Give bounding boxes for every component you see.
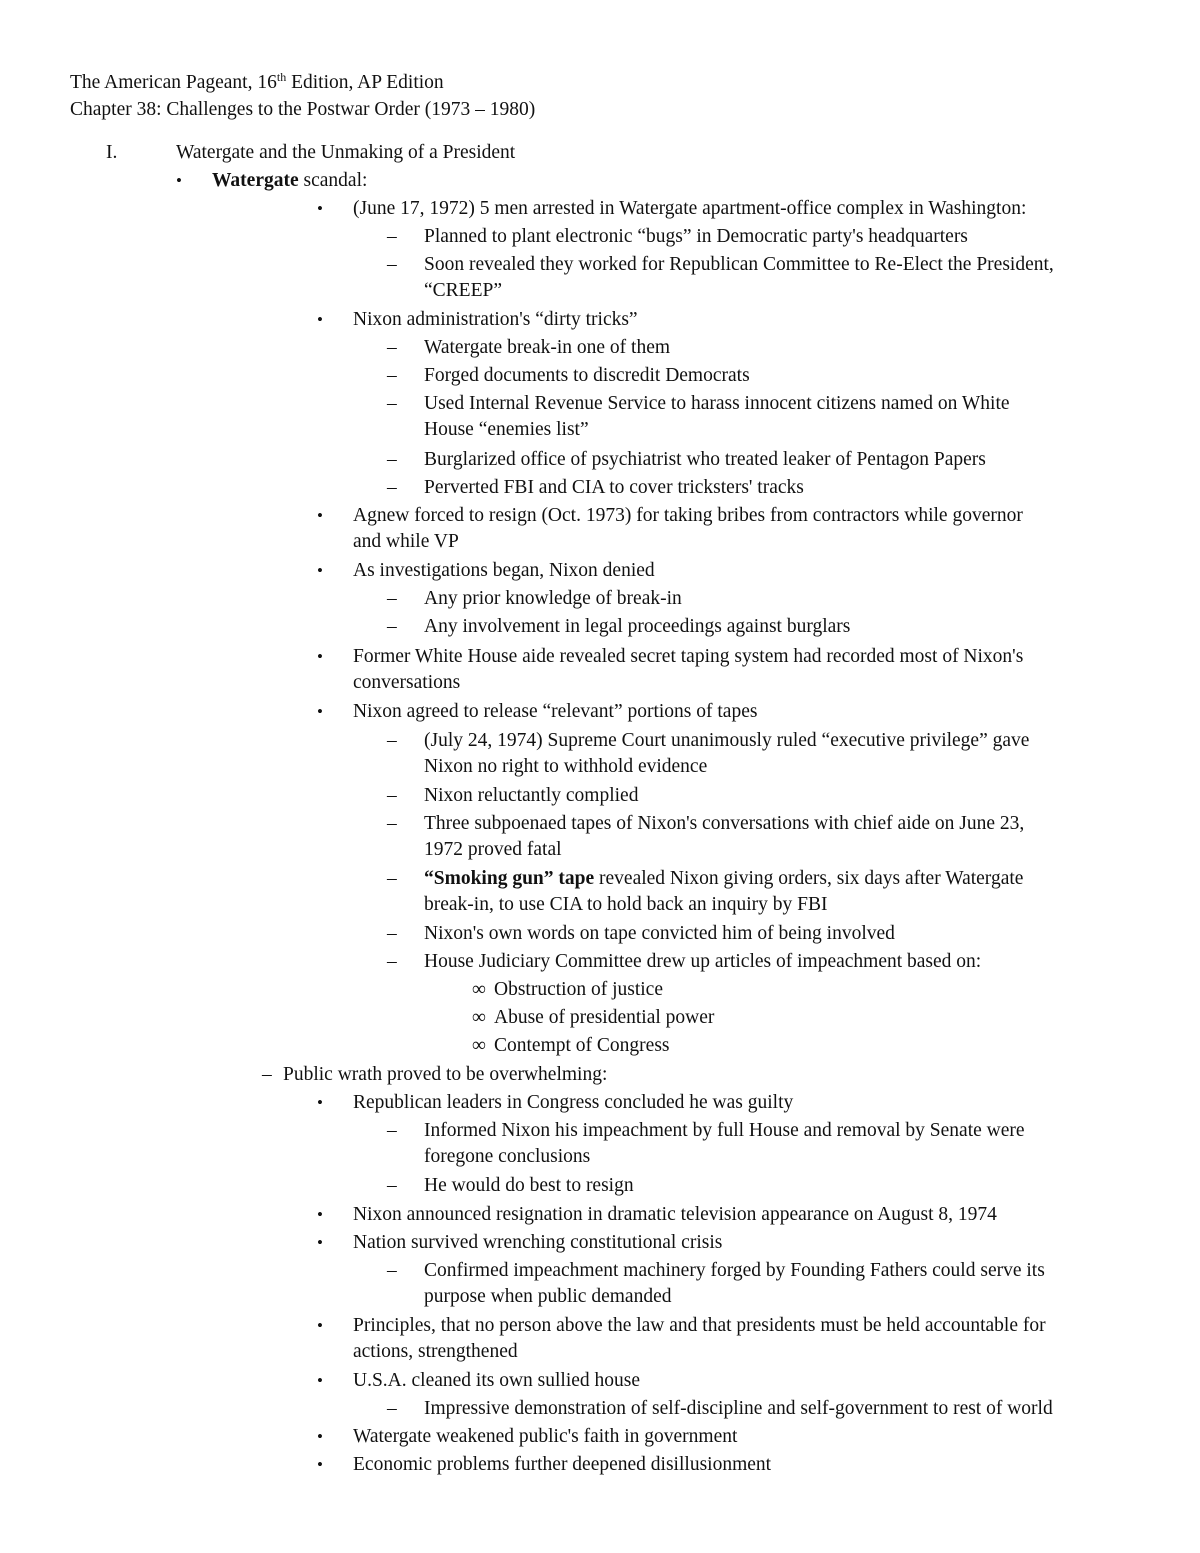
bullet-icon: • xyxy=(317,1455,323,1474)
list-item-continuation: purpose when public demanded xyxy=(424,1286,672,1307)
bullet-icon: • xyxy=(317,561,323,580)
bullet-icon: • xyxy=(317,702,323,721)
dash-marker: – xyxy=(387,616,397,637)
dash-marker: – xyxy=(387,1120,397,1141)
dash-marker: – xyxy=(387,1175,397,1196)
bullet-icon: • xyxy=(317,199,323,218)
bullet-icon: • xyxy=(317,1205,323,1224)
bullet-icon: • xyxy=(317,647,323,666)
dash-marker: – xyxy=(387,254,397,275)
book-title: The American Pageant, 16th Edition, AP Edition xyxy=(70,70,444,93)
dash-marker: – xyxy=(387,951,397,972)
bullet-icon: • xyxy=(317,506,323,525)
bullet-icon: • xyxy=(176,171,182,190)
bullet-icon: • xyxy=(317,1427,323,1446)
dash-marker: – xyxy=(387,1398,397,1419)
infinity-icon: ∞ xyxy=(472,979,486,1000)
bullet-icon: • xyxy=(317,1093,323,1112)
roman-numeral: I. xyxy=(106,142,118,163)
dash-marker: – xyxy=(262,1064,272,1085)
bullet-icon: • xyxy=(317,1371,323,1390)
dash-marker: – xyxy=(387,1260,397,1281)
dash-marker: – xyxy=(387,449,397,470)
list-item-continuation: “CREEP” xyxy=(424,280,502,301)
list-item-continuation: foregone conclusions xyxy=(424,1146,591,1167)
list-item-continuation: House “enemies list” xyxy=(424,419,589,440)
dash-marker: – xyxy=(387,477,397,498)
dash-marker: – xyxy=(387,923,397,944)
dash-marker: – xyxy=(387,226,397,247)
bullet-icon: • xyxy=(317,1233,323,1252)
list-item-continuation: conversations xyxy=(353,672,461,693)
dash-marker: – xyxy=(387,365,397,386)
list-item-continuation: and while VP xyxy=(353,531,459,552)
dash-marker: – xyxy=(387,868,397,889)
document-page: The American Pageant, 16th Edition, AP Edition Chapter 38: Challenges to the Postwar Order (1973 – 1980) I. Watergate and the Unmaking of a President • Watergate scandal: • (June 17, 1972) 5 men arrested in Watergate apartment-office complex in Washington: – Planned to plant electronic “bugs” in Democratic party's headquarters – Soon revealed they worked for Republican Committee to Re-Elect the President, “CREEP” • Nixon administration's “dirty tricks” – Watergate break-in one of them – Forged documents to discredit Democrats – Used Internal Revenue Service to harass innocent citizens named on White House “enemies list” – Burglarized office of psychiatrist who treated leaker of Pentagon Papers – Perverted FBI and CIA to cover tricksters' tracks • Agnew forced to resign (Oct. 1973) for taking bribes from contractors while governor and while VP • As investigations began, Nixon denied – Any prior knowledge of break-in – Any involvement in legal proceedings against burglars • Former White House aide revealed secret taping system had recorded most of Nixon's conversations • Nixon agreed to release “relevant” portions of tapes – (July 24, 1974) Supreme Court unanimously ruled “executive privilege” gave Nixon no right to withhold evidence – Nixon reluctantly complied – Three subpoenaed tapes of Nixon's conversations with chief aide on June 23, 1972 proved fatal – “Smoking gun” tape revealed Nixon giving orders, six days after Watergate break-in, to use CIA to hold back an inquiry by FBI – Nixon's own words on tape convicted him of being involved – House Judiciary Committee drew up articles of impeachment based on: ∞ Obstruction of justice ∞ Abuse of presidential power ∞ Contempt of Congress – Public wrath proved to be overwhelming: • Republican leaders in Congress concluded he was guilty – Informed Nixon his impeachment by full House and removal by Senate were foregone conclusions – He would do best to resign • Nixon announced resignation in dramatic television appearance on August 8, 1974 • Nation survived wrenching constitutional crisis – Confirmed impeachment machinery forged by Founding Fathers could serve its purpose when public demanded • Principles, that no person above the law and that presidents must be held accountable for actions, strengthened • U.S.A. cleaned its own sullied house – Impressive demonstration of self-discipline and self-government to rest of world • Watergate weakened public's faith in government • Economic problems further deepened disillusionment xyxy=(70,70,1054,1475)
dash-marker: – xyxy=(387,730,397,751)
bullet-icon: • xyxy=(317,310,323,329)
dash-marker: – xyxy=(387,337,397,358)
list-item-continuation: break-in, to use CIA to hold back an inquiry by FBI xyxy=(424,894,828,915)
infinity-icon: ∞ xyxy=(472,1007,486,1028)
chapter-title: Chapter 38: Challenges to the Postwar Order (1973 – 1980) xyxy=(70,99,536,120)
dash-marker: – xyxy=(387,813,397,834)
list-item-continuation: actions, strengthened xyxy=(353,1341,518,1362)
dash-marker: – xyxy=(387,588,397,609)
list-item-continuation: Nixon no right to withhold evidence xyxy=(424,756,708,777)
bullet-icon: • xyxy=(317,1316,323,1335)
infinity-icon: ∞ xyxy=(472,1035,486,1056)
dash-marker: – xyxy=(387,785,397,806)
list-item-continuation: 1972 proved fatal xyxy=(424,839,562,860)
dash-marker: – xyxy=(387,393,397,414)
